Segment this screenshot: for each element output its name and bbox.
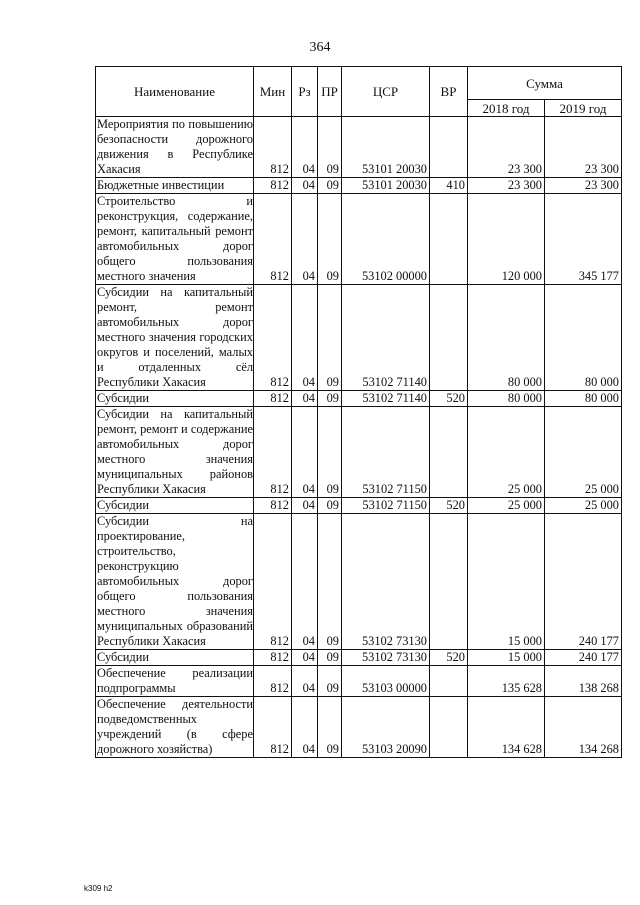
cell-rz: 04 [292,194,318,285]
cell-y2019: 80 000 [545,285,622,391]
cell-y2018: 80 000 [468,391,545,407]
cell-csr: 53102 73130 [342,514,430,650]
cell-y2019: 25 000 [545,498,622,514]
cell-y2018: 25 000 [468,407,545,498]
cell-min: 812 [254,407,292,498]
cell-pr: 09 [318,178,342,194]
cell-min: 812 [254,650,292,666]
header-sum: Сумма [468,67,622,100]
cell-name: Субсидии [96,391,254,407]
cell-y2018: 134 628 [468,697,545,758]
cell-csr: 53103 20090 [342,697,430,758]
cell-vr [430,285,468,391]
cell-csr: 53102 71150 [342,498,430,514]
cell-y2019: 138 268 [545,666,622,697]
cell-y2019: 23 300 [545,117,622,178]
cell-min: 812 [254,498,292,514]
cell-vr: 520 [430,498,468,514]
cell-y2018: 23 300 [468,117,545,178]
cell-rz: 04 [292,498,318,514]
table-row [96,514,622,650]
cell-y2019: 134 268 [545,697,622,758]
cell-vr [430,697,468,758]
table-row [96,178,622,194]
cell-pr: 09 [318,697,342,758]
cell-min: 812 [254,194,292,285]
cell-y2019: 240 177 [545,514,622,650]
cell-csr: 53103 00000 [342,666,430,697]
cell-name: Обеспечение деятельности подведомственных учреждений (в сфере дорожного хозяйства) [97,697,253,756]
cell-pr: 09 [318,650,342,666]
cell-min: 812 [254,391,292,407]
header-vr: ВР [430,67,468,117]
cell-y2018: 15 000 [468,650,545,666]
cell-rz: 04 [292,285,318,391]
cell-name: Бюджетные инвестиции [96,178,254,194]
cell-pr: 09 [318,194,342,285]
cell-vr [430,117,468,178]
cell-rz: 04 [292,666,318,697]
page-number: 364 [309,40,331,55]
cell-y2018: 135 628 [468,666,545,697]
footer-code: k309 h2 [84,884,113,893]
cell-min: 812 [254,285,292,391]
cell-csr: 53102 71150 [342,407,430,498]
cell-pr: 09 [318,285,342,391]
table-row [96,697,622,758]
cell-name: Субсидии [96,650,254,666]
cell-name: Субсидии на капитальный ремонт, ремонт автомобильных дорог местного значения городских округов и поселений, малых и отдаленных сёл Республики Хакасия [97,285,253,389]
cell-y2018: 80 000 [468,285,545,391]
header-2018: 2018 год [468,100,545,117]
table-row [96,391,622,407]
cell-csr: 53101 20030 [342,117,430,178]
cell-min: 812 [254,514,292,650]
table-row [96,194,622,285]
header-name: Наименование [96,67,254,117]
table-row [96,117,622,178]
cell-csr: 53102 00000 [342,194,430,285]
cell-rz: 04 [292,178,318,194]
cell-pr: 09 [318,514,342,650]
header-csr: ЦСР [342,67,430,117]
cell-min: 812 [254,117,292,178]
cell-y2018: 25 000 [468,498,545,514]
header-rz: Рз [292,67,318,117]
cell-csr: 53102 71140 [342,285,430,391]
cell-min: 812 [254,178,292,194]
cell-name: Субсидии на капитальный ремонт, ремонт и содержание автомобильных дорог местного значения муниципальных районов Республики Хакасия [97,407,253,496]
cell-pr: 09 [318,117,342,178]
cell-name: Строительство и реконструкция, содержание, ремонт, капитальный ремонт автомобильных дорог общего пользования местного значения [97,194,253,283]
cell-vr: 520 [430,650,468,666]
cell-name: Субсидии на проектирование, строительство, реконструкцию автомобильных дорог общего пользования местного значения муниципальных образований Республики Хакасия [97,514,253,648]
cell-y2019: 25 000 [545,407,622,498]
cell-name: Субсидии [96,498,254,514]
cell-pr: 09 [318,666,342,697]
table-body [96,117,622,758]
table-row [96,407,622,498]
cell-csr: 53102 71140 [342,391,430,407]
header-row [96,67,622,100]
cell-y2019: 345 177 [545,194,622,285]
cell-rz: 04 [292,391,318,407]
cell-min: 812 [254,666,292,697]
cell-min: 812 [254,697,292,758]
cell-vr: 520 [430,391,468,407]
cell-rz: 04 [292,514,318,650]
cell-y2018: 23 300 [468,178,545,194]
cell-y2019: 80 000 [545,391,622,407]
cell-pr: 09 [318,498,342,514]
cell-rz: 04 [292,117,318,178]
cell-csr: 53102 73130 [342,650,430,666]
budget-table [95,66,622,758]
cell-rz: 04 [292,407,318,498]
table-row [96,650,622,666]
header-2019: 2019 год [545,100,622,117]
cell-csr: 53101 20030 [342,178,430,194]
margin-mark [628,20,638,80]
cell-y2019: 23 300 [545,178,622,194]
header-min: Мин [254,67,292,117]
cell-y2018: 15 000 [468,514,545,650]
table-row [96,285,622,391]
cell-vr [430,666,468,697]
cell-vr [430,514,468,650]
cell-name: Мероприятия по повышению безопасности дорожного движения в Республике Хакасия [97,117,253,176]
cell-pr: 09 [318,407,342,498]
cell-vr: 410 [430,178,468,194]
cell-pr: 09 [318,391,342,407]
cell-y2018: 120 000 [468,194,545,285]
table-row [96,666,622,697]
cell-vr [430,194,468,285]
cell-rz: 04 [292,650,318,666]
table-row [96,498,622,514]
cell-name: Обеспечение реализации подпрограммы [97,666,253,695]
cell-rz: 04 [292,697,318,758]
cell-y2019: 240 177 [545,650,622,666]
cell-vr [430,407,468,498]
header-pr: ПР [318,67,342,117]
